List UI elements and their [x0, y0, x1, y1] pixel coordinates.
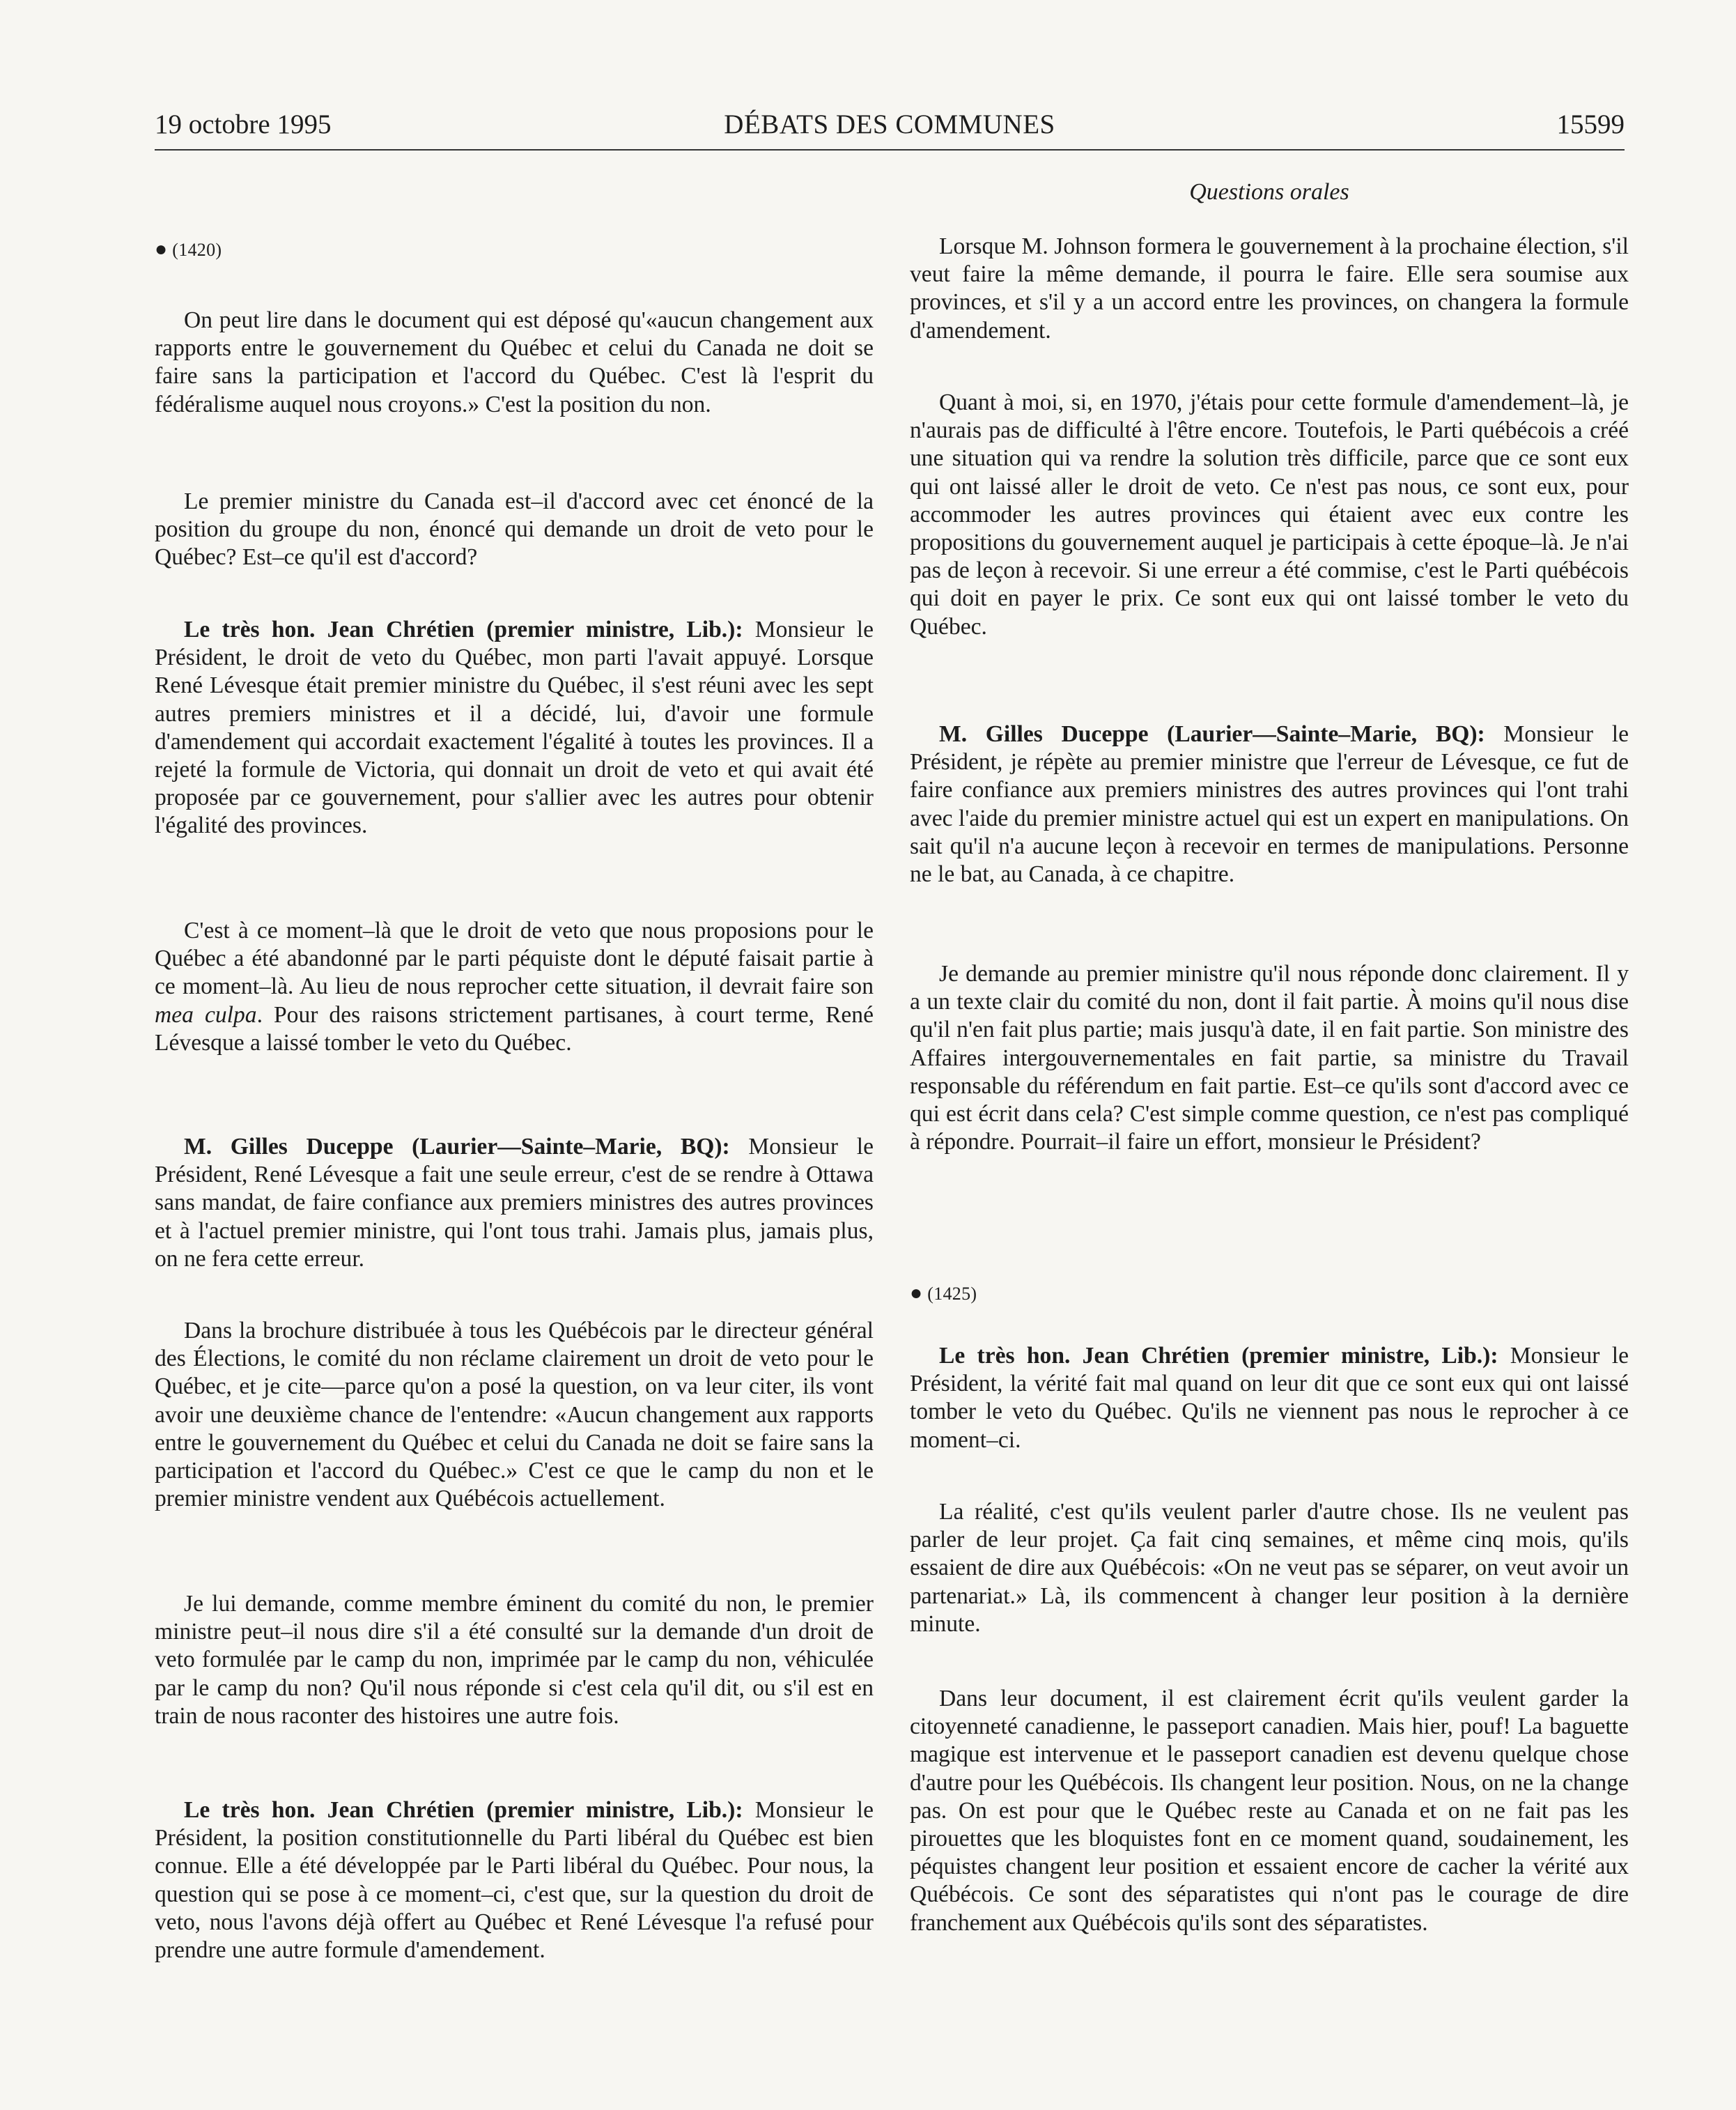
- speaker-name: Le très hon. Jean Chrétien (premier ministre, Lib.):: [939, 1343, 1498, 1369]
- time-marker: [910, 1279, 1629, 1308]
- speech-paragraph: [155, 616, 874, 840]
- speech-text: Monsieur le Président, je répète au premier ministre que l'erreur de Lévesque, ce fut de faire confiance aux premiers ministres des autres provinces qui l'ont trahi avec l'aide du premier ministre actuel qui est un expert en manipulations. On sait qu'il n'a aucune leçon à recevoir en termes de manipulations. Personne ne le bat, au Canada, à ce chapitre.: [910, 721, 1629, 888]
- paragraph-text: . Pour des raisons strictement partisanes, à court terme, René Lévesque a laissé tomber le veto du Québec.: [155, 1001, 874, 1056]
- latin-phrase: mea culpa: [155, 1001, 257, 1028]
- speech-paragraph: [155, 1133, 874, 1273]
- speech-paragraph: [155, 1796, 874, 1964]
- speaker-name: Le très hon. Jean Chrétien (premier ministre, Lib.):: [184, 617, 743, 642]
- bullet-icon: ●: [910, 1281, 923, 1304]
- paragraph: [155, 917, 874, 1057]
- paragraph: Le premier ministre du Canada est–il d'accord avec cet énoncé de la position du groupe du non, énoncé qui demande un droit de veto pour le Québec? Est–ce qu'il est d'accord?: [155, 488, 874, 571]
- page-header: [155, 105, 1625, 148]
- speech-text: Monsieur le Président, la position constitutionnelle du Parti libéral du Québec est bien connue. Elle a été développée par le Parti libéral du Québec. Pour nous, la question qui se pose à ce moment–ci, c'est que, sur la question du droit de veto, nous l'avons déjà offert au Québec et René Lévesque l'a refusé pour prendre une autre formule d'amendement.: [155, 1797, 874, 1964]
- header-date: 19 octobre 1995: [155, 109, 332, 139]
- bullet-icon: ●: [155, 238, 168, 261]
- section-title: Questions orales: [1189, 179, 1349, 205]
- paragraph: On peut lire dans le document qui est déposé qu'«aucun changement aux rapports entre le gouvernement du Québec et celui du Canada ne doit se faire sans la participation et l'accord du Québec. C'est là l'esprit du fédéralisme auquel nous croyons.» C'est la position du non.: [155, 307, 874, 417]
- header-page-number: 15599: [1556, 109, 1625, 139]
- paragraph: Dans leur document, il est clairement écrit qu'ils veulent garder la citoyenneté canadienne, le passeport canadien. Mais hier, pouf! La baguette magique est intervenue et le passeport canadien est devenu quelque chose d'autre pour les Québécois. Ils changent leur position. Nous, on ne la change pas. On est pour que le Québec reste au Canada et on ne fait pas les pirouettes que les bloquistes font en ce moment quand, soudainement, les péquistes changent leur position et essaient encore de cacher la vérité aux Québécois. Ce sont des séparatistes qui n'ont pas le courage de dire franchement aux Québécois qu'ils sont des séparatistes.: [910, 1686, 1629, 1936]
- speech-paragraph: [910, 1342, 1629, 1454]
- paragraph: Dans la brochure distribuée à tous les Québécois par le directeur général des Élections, le comité du non réclame clairement un droit de veto pour le Québec, et je cite—parce qu'on a posé la question, on va leur citer, ils vont avoir une deuxième chance de l'entendre: «Aucun changement aux rapports entre le gouvernement du Québec et celui du Canada ne doit se faire sans la participation et l'accord du Québec.» C'est ce que le camp du non et le premier ministre vendent aux Québécois actuellement.: [155, 1318, 874, 1512]
- speaker-name: M. Gilles Duceppe (Laurier—Sainte–Marie, BQ):: [939, 721, 1485, 747]
- speech-text: Monsieur le Président, la vérité fait mal quand on leur dit que ce sont eux qui ont laissé tomber le veto du Québec. Qu'ils ne viennent pas nous le reprocher à ce moment–ci.: [910, 1343, 1629, 1453]
- paragraph: La réalité, c'est qu'ils veulent parler d'autre chose. Ils ne veulent pas parler de leur projet. Ça fait cinq semaines, et même cinq mois, qu'ils essaient de dire aux Québécois: «On ne veut pas se séparer, on veut avoir un partenariat.» Là, ils commencent à changer leur position à la dernière minute.: [910, 1499, 1629, 1637]
- paragraph-text: C'est à ce moment–là que le droit de veto que nous proposions pour le Québec a été abandonné par le parti péquiste dont le député faisait partie à ce moment–là. Au lieu de nous reprocher cette situation, il devrait faire son: [155, 918, 874, 1000]
- header-title: DÉBATS DES COMMUNES: [724, 109, 1055, 139]
- speaker-name: M. Gilles Duceppe (Laurier—Sainte–Marie, BQ):: [184, 1134, 730, 1160]
- speech-text: Monsieur le Président, le droit de veto du Québec, mon parti l'avait appuyé. Lorsque René Lévesque était premier ministre du Québec, il s'est réuni avec les sept autres premiers ministres et il a décidé, lui, d'avoir une formule d'amendement qui accordait exactement l'égalité à toutes les provinces. Il a rejeté la formule de Victoria, qui donnait un droit de veto et qui avait été proposée par ce gouvernement, pour s'allier avec les autres pour obtenir l'égalité des provinces.: [155, 617, 874, 839]
- paragraph: Lorsque M. Johnson formera le gouvernement à la prochaine élection, s'il veut faire la même demande, il pourra le faire. Elle sera soumise aux provinces, et s'il y a un accord entre les provinces, on changera la formule d'amendement.: [910, 233, 1629, 344]
- speaker-name: Le très hon. Jean Chrétien (premier ministre, Lib.):: [184, 1797, 743, 1823]
- speech-text: Monsieur le Président, René Lévesque a fait une seule erreur, c'est de se rendre à Ottawa sans mandat, de faire confiance aux premiers ministres des autres provinces et à l'actuel premier ministre, qui l'ont tous trahi. Jamais plus, jamais plus, on ne fera cette erreur.: [155, 1134, 874, 1272]
- paragraph: Je demande au premier ministre qu'il nous réponde donc clairement. Il y a un texte clair du comité du non, dont il fait partie. À moins qu'il nous dise qu'il n'en fait plus partie; mais jusqu'à date, il en fait partie. Son ministre des Affaires intergouvernementales en fait partie, sa ministre du Travail responsable du référendum en fait partie. Est–ce qu'ils sont d'accord avec ce qui est écrit dans cela? C'est simple comme question, ce n'est pas compliqué à répondre. Pourrait–il faire un effort, monsieur le Président?: [910, 961, 1629, 1155]
- time-marker: [155, 236, 874, 264]
- header-rule: [155, 149, 1625, 151]
- speech-paragraph: [910, 721, 1629, 888]
- time-marker-label: (1420): [172, 240, 222, 260]
- paragraph: Quant à moi, si, en 1970, j'étais pour cette formule d'amendement–là, je n'aurais pas de difficulté à l'être encore. Toutefois, le Parti québécois a créé une situation qui va rendre la solution très difficile, parce que ce sont eux qui ont laissé aller le droit de veto. Ce n'est pas nous, ce sont eux, pour accommoder les autres provinces qui étaient avec eux contre les propositions du gouvernement auquel je participais à cette époque–là. Je n'ai pas de leçon à recevoir. Si une erreur a été commise, c'est le Parti québécois qui doit en payer le prix. Ce sont eux qui ont laissé tomber le veto du Québec.: [910, 390, 1629, 640]
- time-marker-label: (1425): [927, 1284, 977, 1304]
- paragraph: Je lui demande, comme membre éminent du comité du non, le premier ministre peut–il nous dire s'il a été consulté sur la demande d'un droit de veto formulée par le camp du non, imprimée par le camp du non, véhiculée par le camp du non? Qu'il nous réponde si c'est cela qu'il dit, ou s'il est en train de nous raconter des histoires une autre fois.: [155, 1591, 874, 1729]
